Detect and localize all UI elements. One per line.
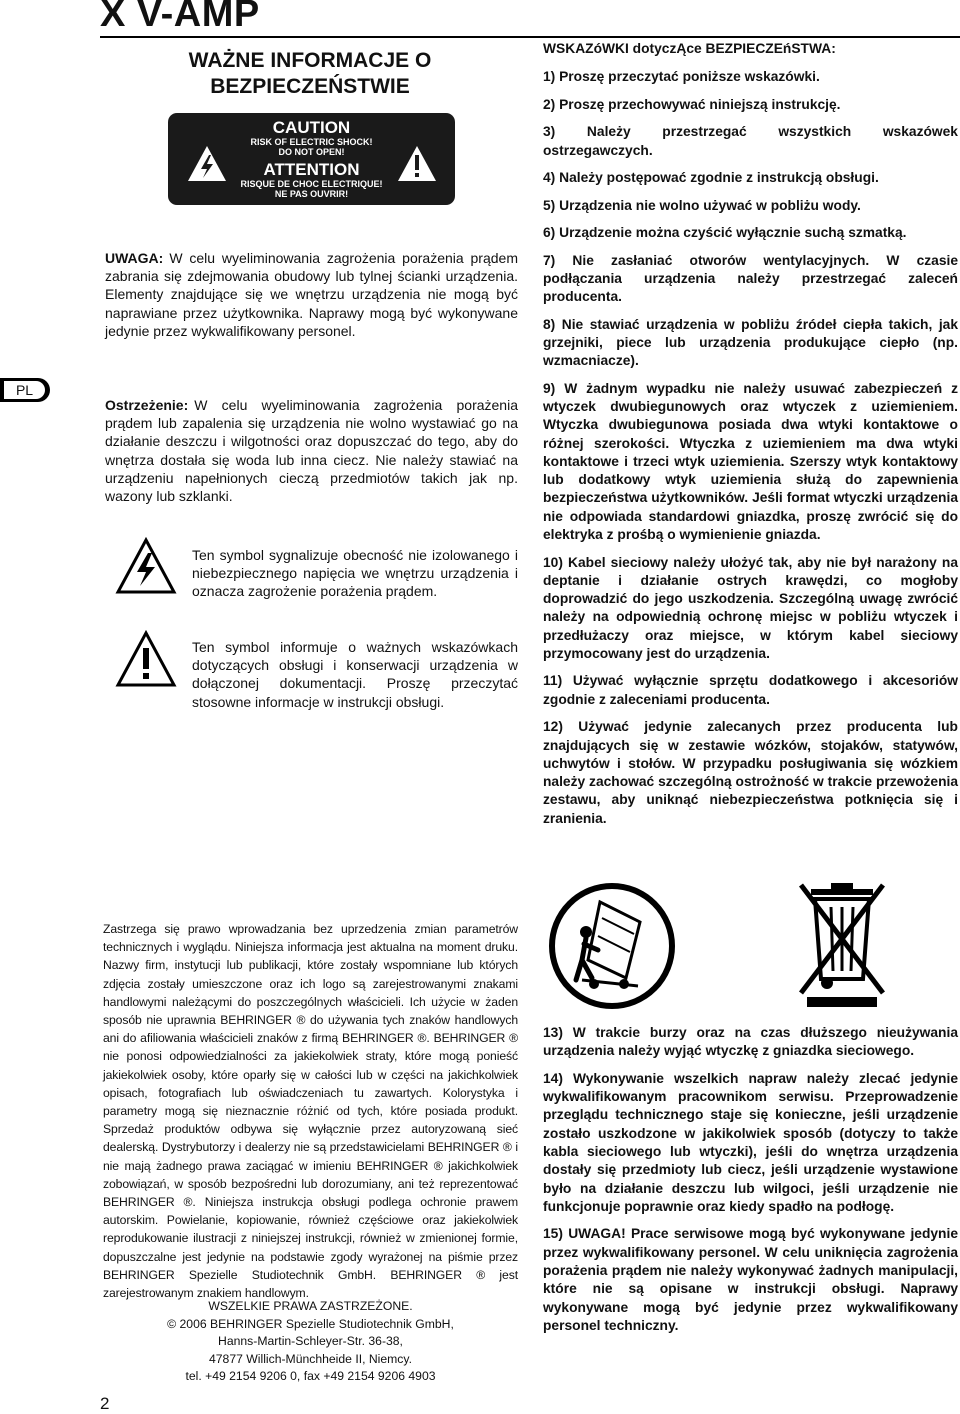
copyright-line: 47877 Willich-Münchheide II, Niemcy. xyxy=(209,1351,412,1366)
brand-title: X V-AMP xyxy=(100,0,260,35)
list-item: 1) Proszę przeczytać poniższe wskazówki. xyxy=(543,69,820,85)
copyright-line: © 2006 BEHRINGER Spezielle Studiotechnik GmbH, xyxy=(167,1316,454,1331)
list-item: 7) Nie zasłaniać otworów wentylacyjnych. W czasie podłączania urządzenia należy przestrzegać zaleceń producenta. xyxy=(543,252,958,305)
symbol2-description: Ten symbol informuje o ważnych wskazówkach dotyczących obsługi i konserwacji urządzenia w dołączonej dokumentacji. Proszę przeczytać stosowne informacje w instrukcji obsługi. xyxy=(192,639,518,710)
list-item: 11) Używać wyłącznie sprzętu dodatkowego i akcesoriów zgodnie z zaleceniami producenta. xyxy=(543,673,958,707)
caution-sub1: RISK OF ELECTRIC SHOCK! xyxy=(250,137,373,147)
legal-disclaimer: Zastrzega się prawo wprowadzania bez uprzedzenia zmian parametrów technicznych i wyglądu. Niniejsza informacja jest aktualna na moment druku. Nazwy firm, instytucji lub publikacji, które zostały wspomniane lub których zdjęcia zostały umieszczone oraz ich logo są zarejestrowanymi znakami handlowymi należącymi do poszczególnych właścicieli. Ich użycie w żaden sposób nie uprawnia BEHRINGER ® do używania tych znaków handlowych ani do afiliowania właścicieli znaków z firmą BEHRINGER ®. BEHRINGER ® nie ponosi odpowiedzialności za jakiekolwiek straty, które mogą ponieść jakiekolwiek osoby, które oparły się w całości lub w części na jakichkolwiek opisach, fotografiach lub oświadczeniach tu zawartych. Kolorystyka i parametry mogą się nieznacznie różnić od tych, które posiada produkt. Sprzedaż produktów odbywa się wyłącznie przez autoryzowaną sieć dealerską. Dystrybutorzy i dealerzy nie są przedstawicielami BEHRINGER ® i nie mają żadnego prawa zaciągać w imieniu BEHRINGER ® jakichkolwiek zobowiązań, w sposób bezpośredni lub dorozumiany, ani też reprezentować BEHRINGER ®. Niniejsza instrukcja obsługi podlega ochronie prawem autorskim. Powielanie, kopiowanie, również częściowe oraz jakiekolwiek reprodukowanie ilustracji z niniejszej instrukcji, również w zmienionej formie, dopuszczalne jest jedynie na podstawie zgody wyrażonej na piśmie przez BEHRINGER Spezielle Studiotechnik GmbH. BEHRINGER ® jest zarejestrowanym znakiem handlowym. xyxy=(103,922,518,1301)
caution-sub2: DO NOT OPEN! xyxy=(278,147,345,157)
caution-label xyxy=(168,113,455,205)
list-item: 13) W trakcie burzy oraz na czas dłuższego nieużywania urządzenia należy wyjąć wtyczkę z gniazdka sieciowego. xyxy=(543,1025,958,1059)
uwaga-paragraph xyxy=(105,249,518,340)
uwaga-label: UWAGA: xyxy=(105,250,164,266)
crossed-out-wheelie-bin-icon xyxy=(787,875,897,1010)
page-number: 2 xyxy=(100,1394,110,1413)
list-item: 9) W żadnym wypadku nie należy usuwać zabezpieczeń z wtyczek dwubiegunowych oraz wtyczek z uziemieniem. Wtyczka dwubiegunowa posiada dwa wtyki kontaktowe o różnej szerokości. Wtyczka z uziemieniem ma dwa wtyki kontaktowe i trzeci wtyk uziemienia. Szerszy wtyk kontaktowy lub dodatkowy wtyk uziemienia służą do zapewnienia bezpieczeństwa użytkowników. Jeśli format wtyczki urządzenia nie odpowiada standardowi gniazdka, proszę zwrócić się do elektryka z prośbą o wymienienie gniazda. xyxy=(543,380,958,543)
symbol1-description: Ten symbol sygnalizuje obecność nie izolowanego i niebezpiecznego napięcia we wnętrzu urządzenia i oznacza zagrożenie porażenia prądem. xyxy=(192,547,518,600)
list-item: 4) Należy postępować zgodnie z instrukcją obsługi. xyxy=(543,170,879,186)
list-item: WSKAZóWKI dotyczĄce BEZPIECZEńSTWA: xyxy=(543,41,836,56)
language-tab-label: PL xyxy=(4,381,45,399)
ostrzezenie-text: W celu wyeliminowania zagrożenia porażenia prądem lub zapalenia się urządzenia nie wolno wystawiać go na działanie deszczu i wilgotności oraz dopuszczać do tego, aby do wnętrza dostała się woda lub inna ciecz. Nie należy stawiać na urządzeniu napełnionych cieczą przedmiotów takich jak np. wazony lub szklanki. xyxy=(105,397,518,505)
list-item: 5) Urządzenia nie wolno używać w pobliżu wody. xyxy=(543,197,861,213)
list-item: 14) Wykonywanie wszelkich napraw należy zlecać jedynie wykwalifikowanym pracownikom serwisu. Przeprowadzenie przeglądu technicznego staje się konieczne, jeśli urządzenie zostało uszkodzone w jakikolwiek sposób (dotyczy to także kabla sieciowego lub wtyczki), jeśli do wnętrza urządzenia dostały się przedmioty lub ciecz, jeśli urządzenie wystawione było na działanie deszczu lub wilgoci, jeśli urządzenie nie funkcjonuje poprawnie oraz kiedy spadło na podłogę. xyxy=(543,1070,958,1214)
header-rule xyxy=(100,36,960,38)
attention-sub1: RISQUE DE CHOC ELECTRIQUE! xyxy=(240,179,383,189)
list-item: 12) Używać jedynie zalecanych przez producenta lub znajdujących się w zestawie wózków, stojaków, statywów, uchwytów i stołów. W przypadku posługiwania się wózkiem należy zachować szczególną ostrożność w trakcie przewożenia zestawu, aby uniknąć niebezpieczeństwa potknięcia się i zranienia. xyxy=(543,719,958,826)
safety-instructions-list-continued xyxy=(543,1024,958,1344)
caution-title: CAUTION xyxy=(272,118,351,137)
attention-sub2: NE PAS OUVRIR! xyxy=(274,189,349,199)
safety-heading-line1: WAŻNE INFORMACJE O xyxy=(188,49,432,72)
list-item: 3) Należy przestrzegać wszystkich wskazówek ostrzegawczych. xyxy=(543,124,958,158)
copyright-block xyxy=(103,1298,518,1386)
list-item: 15) UWAGA! Prace serwisowe mogą być wykonywane jedynie przez wykwalifikowany personel. W celu uniknięcia zagrożenia porażenia prądem nie należy wykonywać żadnych manipulacji, które nie są opisane w instrukcji obsługi. Naprawy wykonywane mogą być jedynie przez wykwalifikowany personel techniczny. xyxy=(543,1226,958,1333)
ostrzezenie-label: Ostrzeżenie: xyxy=(105,397,189,413)
copyright-line: WSZELKIE PRAWA ZASTRZEŻONE. xyxy=(208,1299,413,1313)
list-item: 6) Urządzenie można czyścić wyłącznie suchą szmatką. xyxy=(543,225,907,241)
lightning-bolt-triangle-icon xyxy=(115,537,177,595)
exclamation-triangle-icon xyxy=(115,630,177,688)
list-item: 2) Proszę przechowywać niniejszą instrukcję. xyxy=(543,96,841,112)
copyright-line: tel. +49 2154 9206 0, fax +49 2154 9206 4903 xyxy=(185,1369,436,1383)
cart-tip-over-warning-icon xyxy=(542,880,682,1012)
safety-instructions-list xyxy=(543,40,958,837)
list-item: 10) Kabel sieciowy należy ułożyć tak, aby nie był narażony na deptanie i działanie ostrych krawędzi, co mogłoby doprowadzić do jego uszkodzenia. Szczególną uwagę zwrócić należy na odpowiednią ochronę miejsc w pobliżu wtyczek i przedłużaczy oraz miejsce, w którym kabel sieciowy przymocowany jest do urządzenia. xyxy=(543,554,958,661)
safety-heading-line2: BEZPIECZEŃSTWIE xyxy=(210,75,410,98)
attention-title: ATTENTION xyxy=(263,160,360,179)
uwaga-text: W celu wyeliminowania zagrożenia porażenia prądem zabrania się zdejmowania obudowy lub tylnej ścianki urządzenia. Elementy znajdujące się we wnętrzu urządzenia nie mogą być naprawiane przez użytkownika. Naprawy mogą być wykonywane jedynie przez wykwalifikowany personel. xyxy=(105,250,518,339)
safety-heading xyxy=(160,48,460,100)
ostrzezenie-paragraph xyxy=(105,396,518,505)
exclamation-triangle-icon xyxy=(396,143,438,183)
list-item: 8) Nie stawiać urządzenia w pobliżu źródeł ciepła takich, jak grzejniki, piece lub urządzenia produkujące ciepło (np. wzmacniacze). xyxy=(543,316,958,369)
copyright-line: Hanns-Martin-Schleyer-Str. 36-38, xyxy=(218,1334,403,1348)
